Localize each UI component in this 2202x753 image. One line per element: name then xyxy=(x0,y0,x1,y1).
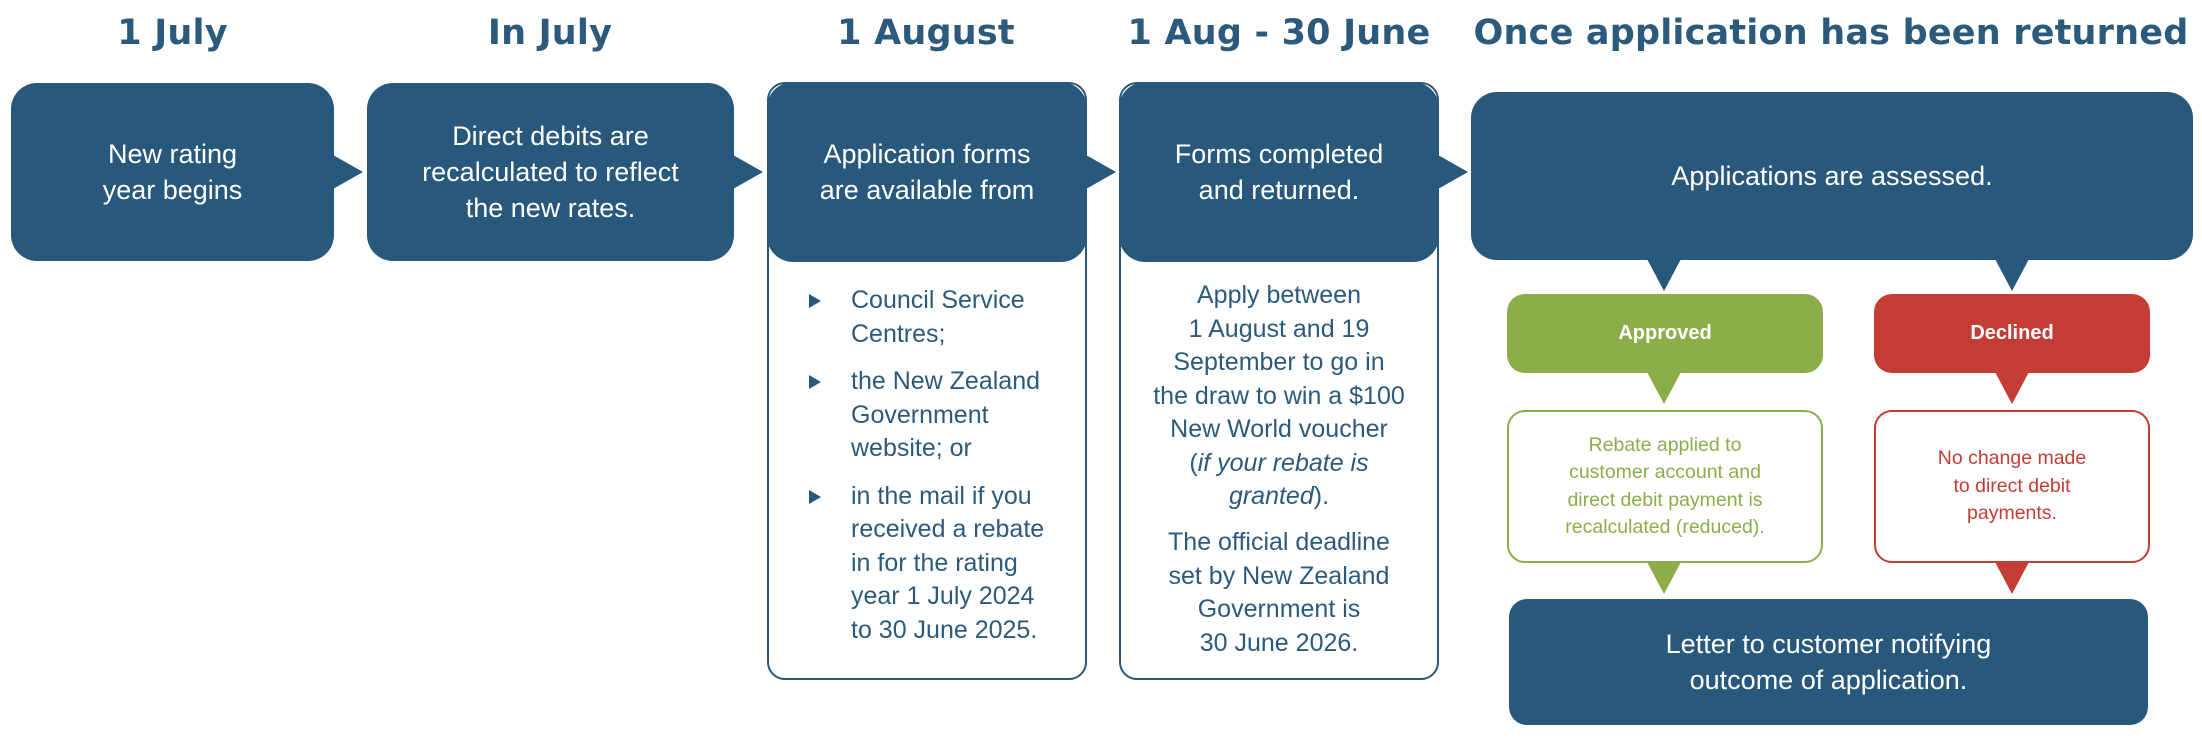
deadline-paragraph xyxy=(1129,526,1429,660)
arrow-right-icon xyxy=(1438,155,1468,189)
arrow-down-icon xyxy=(1995,372,2029,404)
availability-item-3-line-1: in the mail if you xyxy=(851,481,1032,510)
new-rating-year-box xyxy=(11,83,334,261)
deadline-line-2: set by New Zealand xyxy=(1168,561,1390,590)
voucher-condition-a: if your rebate is xyxy=(1197,448,1369,477)
heading-aug-to-june: 1 Aug - 30 June xyxy=(1127,13,1431,53)
voucher-paragraph xyxy=(1129,279,1429,514)
letter-to-customer-box xyxy=(1509,599,2148,725)
forms-returned-line-2: and returned. xyxy=(1198,175,1360,205)
forms-available-line-1: Application forms xyxy=(823,139,1031,169)
deadline-line-3: Government is xyxy=(1197,595,1361,623)
arrow-right-icon xyxy=(333,155,363,189)
deadline-line-1: The official deadline xyxy=(1168,528,1390,556)
bullet-arrow-icon xyxy=(809,490,821,504)
availability-item-3-line-2: received a rebate xyxy=(851,515,1045,543)
declined-result-line-3: payments. xyxy=(1967,502,2057,525)
approved-result-line-4: recalculated (reduced). xyxy=(1565,516,1765,538)
direct-debits-line-1: Direct debits are xyxy=(452,121,649,151)
forms-returned-box xyxy=(1119,82,1439,262)
declined-result-line-2: to direct debit xyxy=(1953,474,2071,497)
new-year-line-1: New rating xyxy=(107,139,238,169)
deadline-line-4: 30 June 2026. xyxy=(1199,628,1359,657)
availability-item-2-line-1: the New Zealand xyxy=(851,367,1041,395)
availability-item-3-line-3: in for the rating xyxy=(851,548,1018,577)
voucher-paren-close: ). xyxy=(1313,482,1330,510)
arrow-right-icon xyxy=(1086,155,1116,189)
declined-result xyxy=(1874,410,2150,563)
arrow-down-icon xyxy=(1995,259,2029,291)
direct-debits-line-2: recalculated to reflect xyxy=(422,157,679,187)
bullet-arrow-icon xyxy=(809,294,821,308)
heading-1-august: 1 August xyxy=(837,13,1015,53)
application-forms-box xyxy=(767,82,1087,262)
voucher-paren-open: ( xyxy=(1189,448,1198,477)
arrow-down-icon xyxy=(1995,562,2029,594)
list-item xyxy=(809,365,1071,466)
forms-returned-line-1: Forms completed xyxy=(1174,139,1384,169)
heading-in-july: In July xyxy=(487,13,613,53)
approved-result-line-1: Rebate applied to xyxy=(1588,433,1742,456)
applications-assessed-box: Applications are assessed. xyxy=(1471,92,2193,260)
voucher-line-3: September to go in xyxy=(1173,348,1385,376)
approved-result-line-2: customer account and xyxy=(1569,461,1761,483)
availability-item-3-line-4: year 1 July 2024 xyxy=(851,582,1035,610)
availability-list xyxy=(809,284,1071,661)
availability-item-1-line-2: Centres; xyxy=(851,319,946,348)
list-item xyxy=(809,284,1071,351)
voucher-line-1: Apply between xyxy=(1196,281,1361,309)
availability-item-3-line-5: to 30 June 2025. xyxy=(851,615,1038,644)
approved-result-line-3: direct debit payment is xyxy=(1567,488,1763,511)
arrow-right-icon xyxy=(733,155,763,189)
approved-badge: Approved xyxy=(1507,294,1823,373)
availability-item-2-line-3: website; or xyxy=(851,434,972,462)
approved-result xyxy=(1507,410,1823,563)
arrow-down-icon xyxy=(1647,372,1681,404)
availability-item-1-line-1: Council Service xyxy=(851,286,1025,314)
voucher-line-5: New World voucher xyxy=(1170,415,1388,443)
letter-line-1: Letter to customer notifying xyxy=(1665,629,1992,659)
direct-debits-line-3: the new rates. xyxy=(465,193,636,223)
voucher-line-2: 1 August and 19 xyxy=(1188,314,1370,343)
direct-debits-box xyxy=(367,83,734,261)
voucher-line-4: the draw to win a $100 xyxy=(1153,381,1405,410)
declined-result-line-1: No change made xyxy=(1937,447,2087,470)
bullet-arrow-icon xyxy=(809,375,821,389)
availability-item-2-line-2: Government xyxy=(851,400,989,429)
new-year-line-2: year begins xyxy=(102,175,243,205)
arrow-down-icon xyxy=(1647,562,1681,594)
heading-1-july: 1 July xyxy=(117,13,228,53)
list-item xyxy=(809,480,1071,648)
declined-badge: Declined xyxy=(1874,294,2150,373)
voucher-condition-b: granted xyxy=(1228,482,1314,510)
letter-line-2: outcome of application. xyxy=(1689,665,1968,695)
heading-once-returned: Once application has been returned xyxy=(1473,13,2189,53)
forms-available-line-2: are available from xyxy=(819,175,1035,205)
arrow-down-icon xyxy=(1647,259,1681,291)
